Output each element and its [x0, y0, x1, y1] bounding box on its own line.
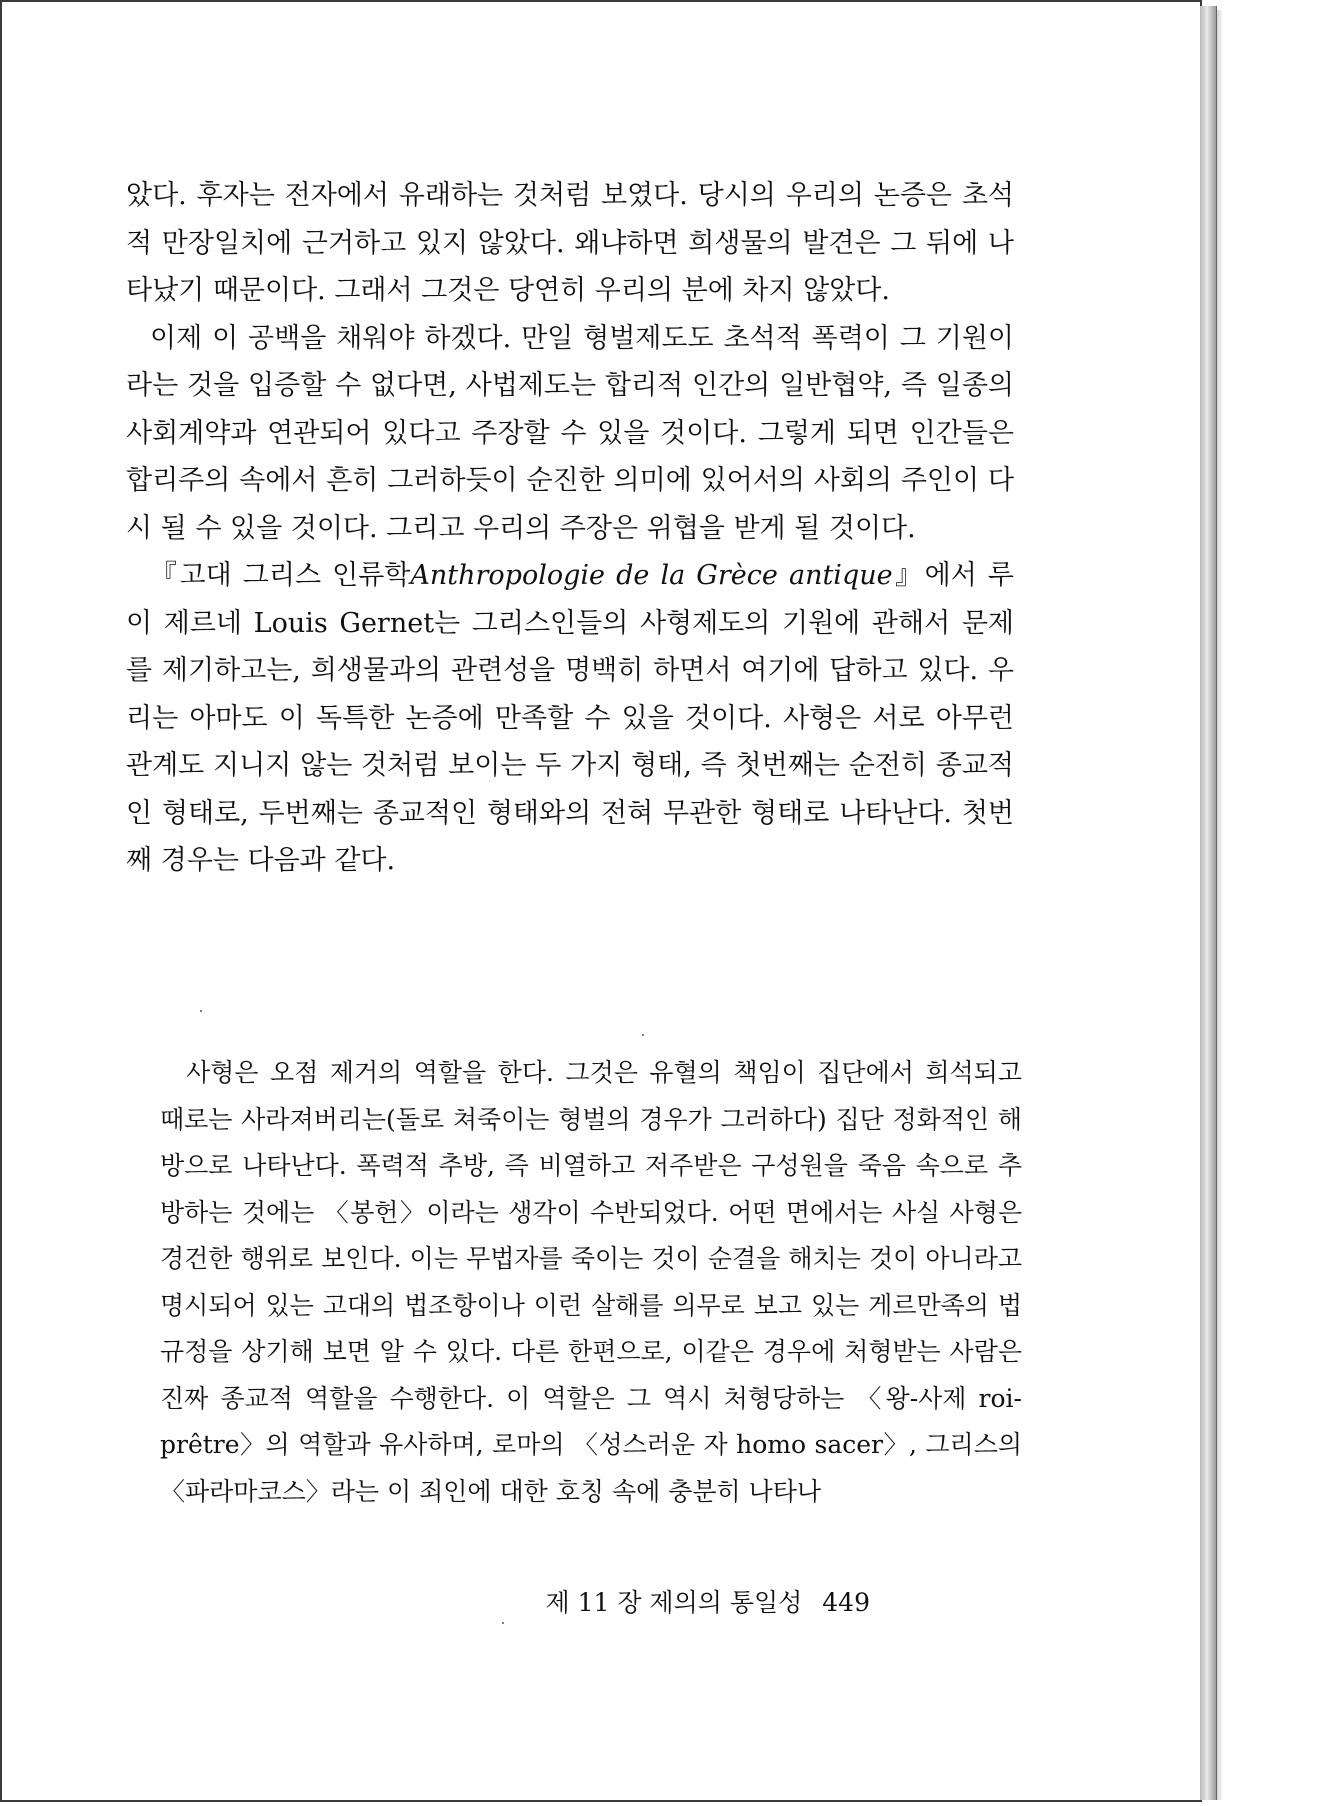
paragraph-3 — [126, 552, 1014, 885]
scan-speck — [502, 1622, 504, 1624]
scan-speck — [642, 1034, 644, 1036]
page-shadow — [1217, 10, 1223, 1800]
quote-paragraph: 사형은 오점 제거의 역할을 한다. 그것은 유혈의 책임이 집단에서 희석되고 때로는 사라져버리는(돌로 쳐죽이는 형벌의 경우가 그러하다) 집단 정화적인 해방으로 나타난다. 폭력적 추방, 즉 비열하고 저주받은 구성원을 죽음 속으로 추방하는 것에는 〈봉헌〉이라는 생각이 수반되었다. 어떤 면에서는 사실 사형은 경건한 행위로 보인다. 이는 무법자를 죽이는 것이 순결을 해치는 것이 아니라고 명시되어 있는 고대의 법조항이나 이런 살해를 의무로 보고 있는 게르만족의 법규정을 상기해 보면 알 수 있다. 다른 한편으로, 이같은 경우에 처형받는 사람은 진짜 종교적 역할을 수행한다. 이 역할은 그 역시 처형당하는 〈왕-사제 roi-prêtre〉의 역할과 유사하며, 로마의 〈성스러운 자 homo sacer〉, 그리스의 〈파라마코스〉라는 이 죄인에 대한 호칭 속에 충분히 나타나 — [160, 1058, 1022, 1506]
running-footer — [545, 1583, 870, 1619]
chapter-title: 제 11 장 제의의 통일성 — [545, 1588, 803, 1617]
body-text — [126, 172, 1014, 885]
page-number: 449 — [822, 1588, 870, 1617]
paragraph-1: 았다. 후자는 전자에서 유래하는 것처럼 보였다. 당시의 우리의 논증은 초석적 만장일치에 근거하고 있지 않았다. 왜냐하면 희생물의 발견은 그 뒤에 나타났기 때문이다. 그래서 그것은 당연히 우리의 분에 차지 않았다. — [126, 180, 1014, 306]
block-quote — [160, 1050, 1022, 1515]
paragraph-3-lead: 『고대 그리스 인류학 — [150, 560, 411, 591]
scan-speck — [200, 1010, 202, 1012]
page-stack-edge — [1200, 6, 1217, 1800]
paragraph-2: 이제 이 공백을 채워야 하겠다. 만일 형벌제도도 초석적 폭력이 그 기원이라는 것을 입증할 수 없다면, 사법제도는 합리적 인간의 일반협약, 즉 일종의 사회계약과 연관되어 있다고 주장할 수 있을 것이다. 그렇게 되면 인간들은 합리주의 속에서 흔히 그러하듯이 순진한 의미에 있어서의 사회의 주인이 다시 될 수 있을 것이다. 그리고 우리의 주장은 위협을 받게 될 것이다. — [126, 322, 1014, 544]
paragraph-3-rest: 』에서 루이 제르네 Louis Gernet는 그리스인들의 사형제도의 기원에 관해서 문제를 제기하고는, 희생물과의 관련성을 명백히 하면서 여기에 답하고 있다. 우리는 아마도 이 독특한 논증에 만족할 수 있을 것이다. 사형은 서로 아무런 관계도 지니지 않는 것처럼 보이는 두 가지 형태, 즉 첫번째는 순전히 종교적인 형태로, 두번째는 종교적인 형태와의 전혀 무관한 형태로 나타난다. 첫번째 경우는 다음과 같다. — [126, 560, 1014, 876]
book-title-italic: Anthropologie de la Grèce antique — [410, 560, 893, 591]
